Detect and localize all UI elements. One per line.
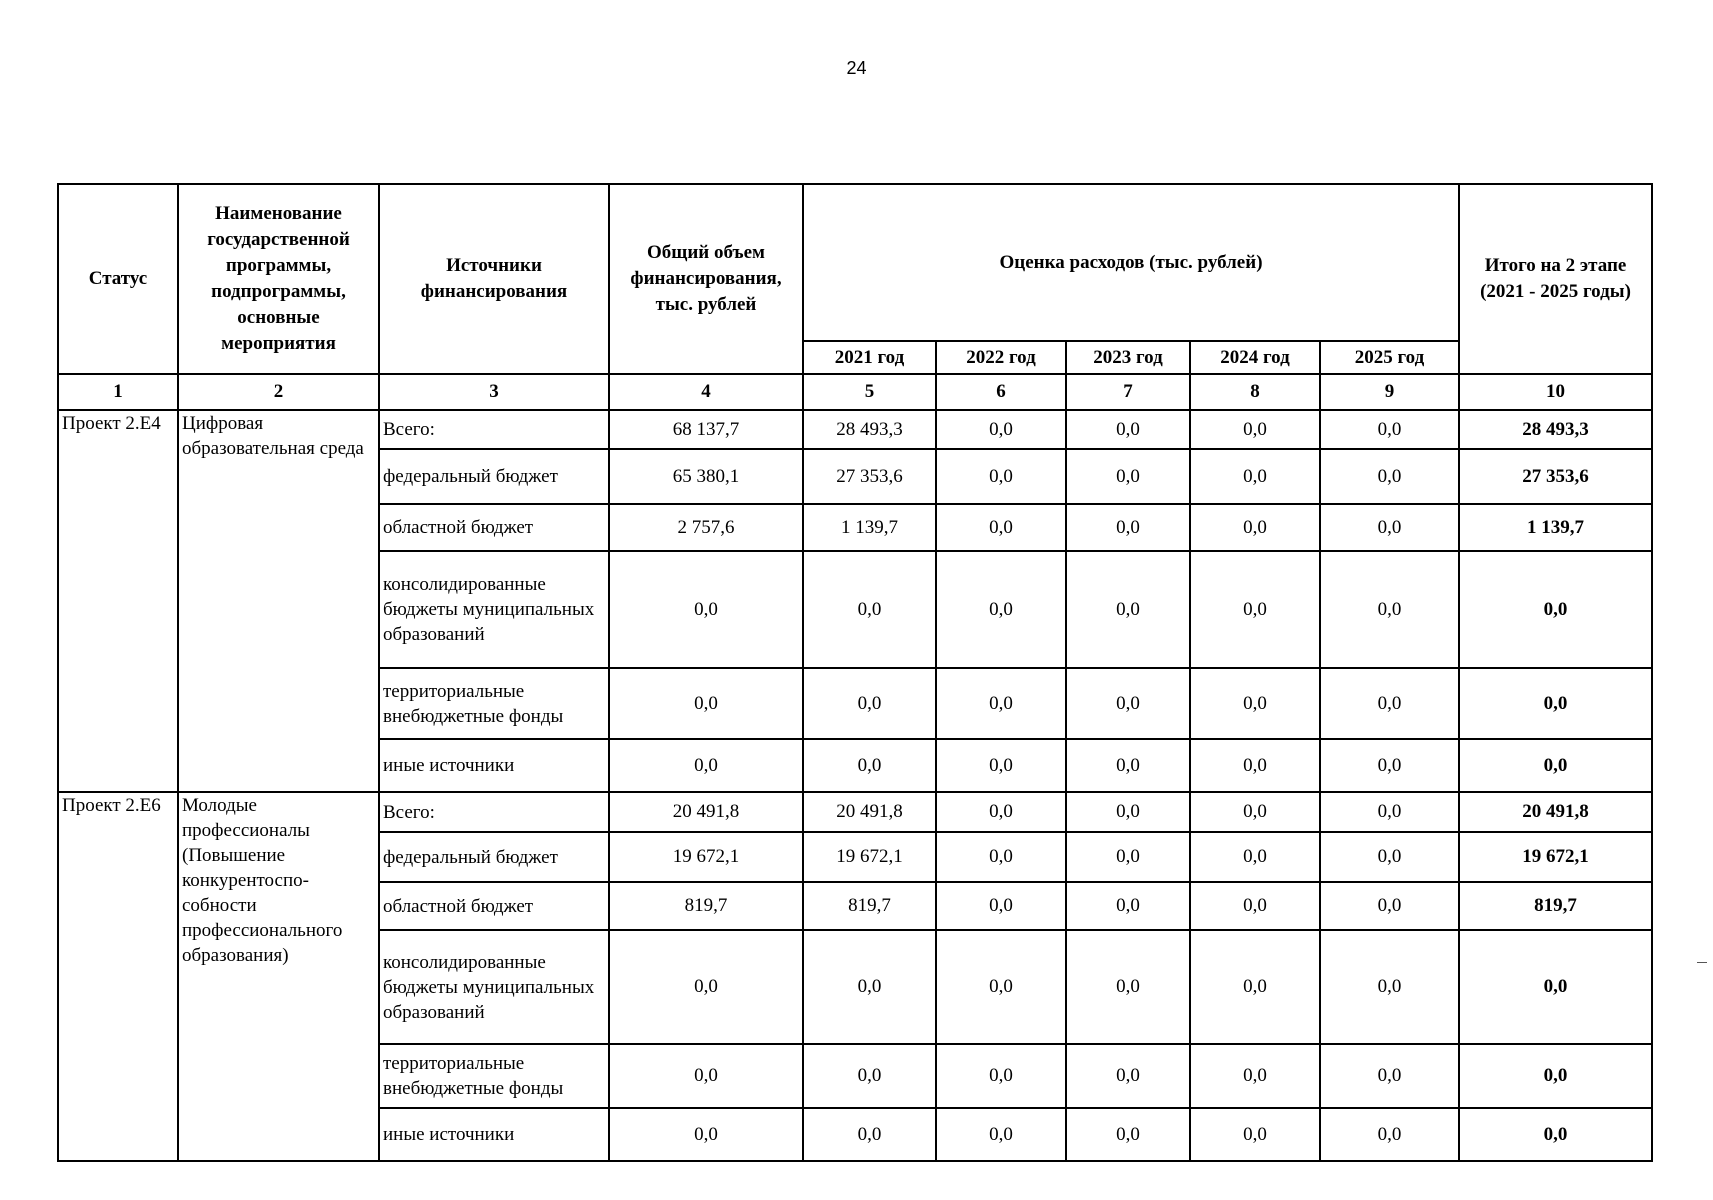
total-volume-cell: 0,0 xyxy=(609,739,803,792)
header-year-2023: 2023 год xyxy=(1066,341,1190,374)
year-2022-cell: 0,0 xyxy=(936,668,1066,739)
project-name: Молодые профессионалы (Повышение конкурентоспо- собности профессионального образования) xyxy=(178,792,379,1161)
year-2025-cell: 0,0 xyxy=(1320,792,1459,832)
header-estimate: Оценка расходов (тыс. рублей) xyxy=(803,184,1459,341)
year-2023-cell: 0,0 xyxy=(1066,1108,1190,1161)
project-name: Цифровая образовательная среда xyxy=(178,410,379,792)
year-2024-cell: 0,0 xyxy=(1190,504,1320,551)
year-2021-cell: 819,7 xyxy=(803,882,936,930)
year-2024-cell: 0,0 xyxy=(1190,832,1320,882)
year-2024-cell: 0,0 xyxy=(1190,449,1320,504)
page-number: 24 xyxy=(846,58,867,78)
header-year-2025: 2025 год xyxy=(1320,341,1459,374)
header-stage-total: Итого на 2 этапе (2021 - 2025 годы) xyxy=(1459,184,1652,374)
column-number: 7 xyxy=(1066,374,1190,410)
year-2023-cell: 0,0 xyxy=(1066,739,1190,792)
year-2021-cell: 28 493,3 xyxy=(803,410,936,449)
total-volume-cell: 0,0 xyxy=(609,1044,803,1108)
column-number-row xyxy=(58,374,1652,410)
year-2021-cell: 0,0 xyxy=(803,1044,936,1108)
header-total-volume: Общий объем финансирования, тыс. рублей xyxy=(609,184,803,374)
source-label: областной бюджет xyxy=(379,882,609,930)
year-2022-cell: 0,0 xyxy=(936,792,1066,832)
total-volume-cell: 68 137,7 xyxy=(609,410,803,449)
year-2025-cell: 0,0 xyxy=(1320,551,1459,668)
header-year-2021: 2021 год xyxy=(803,341,936,374)
year-2024-cell: 0,0 xyxy=(1190,739,1320,792)
stage-total-cell: 0,0 xyxy=(1459,739,1652,792)
source-label: областной бюджет xyxy=(379,504,609,551)
table-row xyxy=(58,792,1652,832)
source-label: консолидированные бюджеты муниципальных образований xyxy=(379,930,609,1044)
header-year-2024: 2024 год xyxy=(1190,341,1320,374)
total-volume-cell: 2 757,6 xyxy=(609,504,803,551)
year-2024-cell: 0,0 xyxy=(1190,410,1320,449)
total-volume-cell: 65 380,1 xyxy=(609,449,803,504)
year-2024-cell: 0,0 xyxy=(1190,668,1320,739)
source-label: консолидированные бюджеты муниципальных образований xyxy=(379,551,609,668)
column-number: 3 xyxy=(379,374,609,410)
column-number: 9 xyxy=(1320,374,1459,410)
year-2022-cell: 0,0 xyxy=(936,1108,1066,1161)
stage-total-cell: 0,0 xyxy=(1459,1044,1652,1108)
source-label: Всего: xyxy=(379,410,609,449)
year-2024-cell: 0,0 xyxy=(1190,792,1320,832)
year-2025-cell: 0,0 xyxy=(1320,832,1459,882)
total-volume-cell: 20 491,8 xyxy=(609,792,803,832)
year-2024-cell: 0,0 xyxy=(1190,882,1320,930)
source-label: Всего: xyxy=(379,792,609,832)
year-2022-cell: 0,0 xyxy=(936,410,1066,449)
project-status: Проект 2.E6 xyxy=(58,792,178,1161)
source-label: иные источники xyxy=(379,739,609,792)
year-2023-cell: 0,0 xyxy=(1066,882,1190,930)
year-2022-cell: 0,0 xyxy=(936,739,1066,792)
year-2023-cell: 0,0 xyxy=(1066,930,1190,1044)
year-2022-cell: 0,0 xyxy=(936,882,1066,930)
stage-total-cell: 27 353,6 xyxy=(1459,449,1652,504)
year-2022-cell: 0,0 xyxy=(936,504,1066,551)
year-2023-cell: 0,0 xyxy=(1066,792,1190,832)
year-2025-cell: 0,0 xyxy=(1320,1044,1459,1108)
year-2021-cell: 19 672,1 xyxy=(803,832,936,882)
header-name: Наименование государственной программы, подпрограммы, основные мероприятия xyxy=(178,184,379,374)
total-volume-cell: 0,0 xyxy=(609,551,803,668)
stage-total-cell: 0,0 xyxy=(1459,1108,1652,1161)
year-2022-cell: 0,0 xyxy=(936,832,1066,882)
column-number: 6 xyxy=(936,374,1066,410)
header-sources: Источники финансирования xyxy=(379,184,609,374)
year-2025-cell: 0,0 xyxy=(1320,410,1459,449)
project-status: Проект 2.E4 xyxy=(58,410,178,792)
total-volume-cell: 19 672,1 xyxy=(609,832,803,882)
source-label: федеральный бюджет xyxy=(379,449,609,504)
stage-total-cell: 819,7 xyxy=(1459,882,1652,930)
year-2021-cell: 0,0 xyxy=(803,739,936,792)
column-number: 5 xyxy=(803,374,936,410)
year-2022-cell: 0,0 xyxy=(936,930,1066,1044)
year-2022-cell: 0,0 xyxy=(936,449,1066,504)
column-number: 8 xyxy=(1190,374,1320,410)
stage-total-cell: 0,0 xyxy=(1459,930,1652,1044)
year-2025-cell: 0,0 xyxy=(1320,1108,1459,1161)
year-2021-cell: 20 491,8 xyxy=(803,792,936,832)
year-2021-cell: 27 353,6 xyxy=(803,449,936,504)
year-2024-cell: 0,0 xyxy=(1190,1044,1320,1108)
column-number: 1 xyxy=(58,374,178,410)
year-2025-cell: 0,0 xyxy=(1320,739,1459,792)
year-2024-cell: 0,0 xyxy=(1190,551,1320,668)
year-2023-cell: 0,0 xyxy=(1066,504,1190,551)
total-volume-cell: 0,0 xyxy=(609,1108,803,1161)
year-2021-cell: 0,0 xyxy=(803,551,936,668)
stage-total-cell: 1 139,7 xyxy=(1459,504,1652,551)
total-volume-cell: 0,0 xyxy=(609,668,803,739)
stage-total-cell: 20 491,8 xyxy=(1459,792,1652,832)
total-volume-cell: 819,7 xyxy=(609,882,803,930)
column-number: 10 xyxy=(1459,374,1652,410)
year-2025-cell: 0,0 xyxy=(1320,930,1459,1044)
year-2024-cell: 0,0 xyxy=(1190,930,1320,1044)
year-2023-cell: 0,0 xyxy=(1066,1044,1190,1108)
column-number: 2 xyxy=(178,374,379,410)
stage-total-cell: 0,0 xyxy=(1459,668,1652,739)
year-2022-cell: 0,0 xyxy=(936,551,1066,668)
year-2021-cell: 0,0 xyxy=(803,668,936,739)
table-row xyxy=(58,410,1652,449)
year-2025-cell: 0,0 xyxy=(1320,504,1459,551)
year-2025-cell: 0,0 xyxy=(1320,882,1459,930)
year-2023-cell: 0,0 xyxy=(1066,668,1190,739)
year-2023-cell: 0,0 xyxy=(1066,449,1190,504)
year-2023-cell: 0,0 xyxy=(1066,832,1190,882)
column-number: 4 xyxy=(609,374,803,410)
year-2021-cell: 0,0 xyxy=(803,930,936,1044)
stage-total-cell: 28 493,3 xyxy=(1459,410,1652,449)
year-2021-cell: 1 139,7 xyxy=(803,504,936,551)
stage-total-cell: 0,0 xyxy=(1459,551,1652,668)
financing-table xyxy=(57,183,1653,1162)
source-label: федеральный бюджет xyxy=(379,832,609,882)
year-2024-cell: 0,0 xyxy=(1190,1108,1320,1161)
header-year-2022: 2022 год xyxy=(936,341,1066,374)
year-2025-cell: 0,0 xyxy=(1320,449,1459,504)
year-2021-cell: 0,0 xyxy=(803,1108,936,1161)
source-label: территориальные внебюджетные фонды xyxy=(379,668,609,739)
year-2025-cell: 0,0 xyxy=(1320,668,1459,739)
header-status: Статус xyxy=(58,184,178,374)
source-label: иные источники xyxy=(379,1108,609,1161)
year-2022-cell: 0,0 xyxy=(936,1044,1066,1108)
scan-edge-mark xyxy=(1697,962,1707,963)
total-volume-cell: 0,0 xyxy=(609,930,803,1044)
year-2023-cell: 0,0 xyxy=(1066,410,1190,449)
year-2023-cell: 0,0 xyxy=(1066,551,1190,668)
source-label: территориальные внебюджетные фонды xyxy=(379,1044,609,1108)
stage-total-cell: 19 672,1 xyxy=(1459,832,1652,882)
